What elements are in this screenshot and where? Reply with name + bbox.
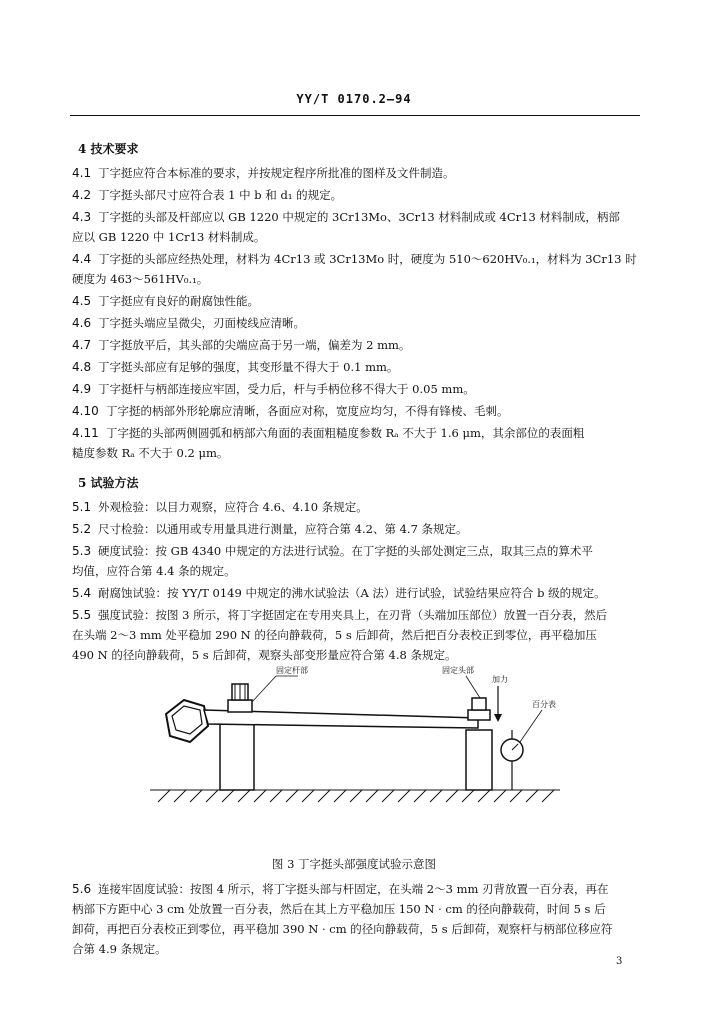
figure-caption: 图 3 丁字挺头部强度试验示意图 <box>271 857 437 871</box>
clause-5-5-cont2: 490 N 的径向静载荷，5 s 后卸荷，观察头部变形量应符合第 4.8 条规定。 <box>72 648 457 662</box>
clause-4-10: 4.10 丁字挺的柄部外形轮廓应清晰，各面应对称，宽度应均匀，不得有锋棱、毛刺。 <box>72 404 509 418</box>
clause-4-4: 4.4 丁字挺的头部应经热处理，材料为 4Cr13 或 3Cr13Mo 时，硬度为 510～620HV₀.₁，材料为 3Cr13 时 <box>72 252 637 266</box>
clause-4-7: 4.7 丁字挺放平后，其头部的尖端应高于另一端，偏差为 2 mm。 <box>72 338 411 352</box>
clause-5-6-line2: 柄部下方距中心 3 cm 处放置一百分表，然后在其上方平稳加压 150 N · cm 的径向静载荷，时间 5 s 后 <box>72 902 606 916</box>
clause-4-3-cont: 应以 GB 1220 中 1Cr13 材料制成。 <box>72 230 266 244</box>
clause-5-6: 5.6 连接牢固度试验：按图 4 所示，将丁字挺头部与杆固定，在头端 2～3 mm 刃背放置一百分表，再在 <box>72 882 609 896</box>
clause-5-6-line4: 合第 4.9 条规定。 <box>72 942 167 956</box>
clause-5-3-cont: 均值，应符合第 4.4 条的规定。 <box>72 564 236 578</box>
clause-4-3: 4.3 丁字挺的头部及杆部应以 GB 1220 中规定的 3Cr13Mo、3Cr13 材料制成或 4Cr13 材料制成，柄部 <box>72 210 620 224</box>
clause-5-5-cont: 在头端 2～3 mm 处平稳加 290 N 的径向静载荷，5 s 后卸荷，然后把百分表校正到零位，再平稳加压 <box>72 628 597 642</box>
ground-hatch <box>150 790 560 802</box>
clause-5-5: 5.5 强度试验：按图 3 所示，将丁字挺固定在专用夹具上，在刃背（头端加压部位）放置一百分表，然后 <box>72 608 608 622</box>
standard-number: YY/T 0170.2—94 <box>296 92 412 106</box>
clause-5-3: 5.3 硬度试验：按 GB 4340 中规定的方法进行试验。在丁字挺的头部处测定三点，取其三点的算术平 <box>72 544 593 558</box>
clause-4-6: 4.6 丁字挺头端应呈微尖，刃面棱线应清晰。 <box>72 316 305 330</box>
clause-4-9: 4.9 丁字挺杆与柄部连接应牢固，受力后，杆与手柄位移不得大于 0.05 mm。 <box>72 382 475 396</box>
right-support <box>466 730 492 790</box>
clause-4-11-cont: 糙度参数 Rₐ 不大于 0.2 μm。 <box>72 446 229 460</box>
header-rule <box>70 115 640 116</box>
label-fixed-head: 固定头部 <box>442 666 474 675</box>
left-support <box>220 724 254 790</box>
label-force: 加力 <box>492 675 508 684</box>
head-clamp-base <box>468 710 490 720</box>
clause-4-1: 4.1 丁字挺应符合本标准的要求，并按规定程序所批准的图样及文件制造。 <box>72 166 455 180</box>
clause-4-11: 4.11 丁字挺的头部两侧圆弧和柄部六角面的表面粗糙度参数 Rₐ 不大于 1.6 μm，其余部位的表面粗 <box>72 426 585 440</box>
clause-4-5: 4.5 丁字挺应有良好的耐腐蚀性能。 <box>72 294 259 308</box>
clause-4-4-cont: 硬度为 463～561HV₀.₁。 <box>72 272 209 286</box>
clause-4-2: 4.2 丁字挺头部尺寸应符合表 1 中 b 和 d₁ 的规定。 <box>72 188 343 202</box>
clause-5-6-line3: 卸荷，再把百分表校正到零位，再平稳加 390 N · cm 的径向静载荷，5 s 后卸荷，观察杆与柄部位移应符 <box>72 922 613 936</box>
clause-5-1: 5.1 外观检验：以目力观察，应符合 4.6、4.10 条规定。 <box>72 500 368 514</box>
clause-5-4: 5.4 耐腐蚀试验：按 YY/T 0149 中规定的沸水试验法（A 法）进行试验，试验结果应符合 b 级的规定。 <box>72 586 606 600</box>
clause-5-2: 5.2 尺寸检验：以通用或专用量具进行测量，应符合第 4.2、第 4.7 条规定。 <box>72 522 468 536</box>
page-number: 3 <box>616 956 623 967</box>
strength-test-diagram <box>150 662 560 822</box>
section-4-title: 4 技术要求 <box>78 142 139 156</box>
rod-clamp-base <box>228 700 252 712</box>
clause-4-8: 4.8 丁字挺头部应有足够的强度，其变形量不得大于 0.1 mm。 <box>72 360 399 374</box>
head-clamp-knob <box>472 698 486 710</box>
label-fixed-rod: 固定杆部 <box>276 666 308 675</box>
section-5-title: 5 试验方法 <box>78 476 139 490</box>
label-dial: 百分表 <box>532 700 556 709</box>
